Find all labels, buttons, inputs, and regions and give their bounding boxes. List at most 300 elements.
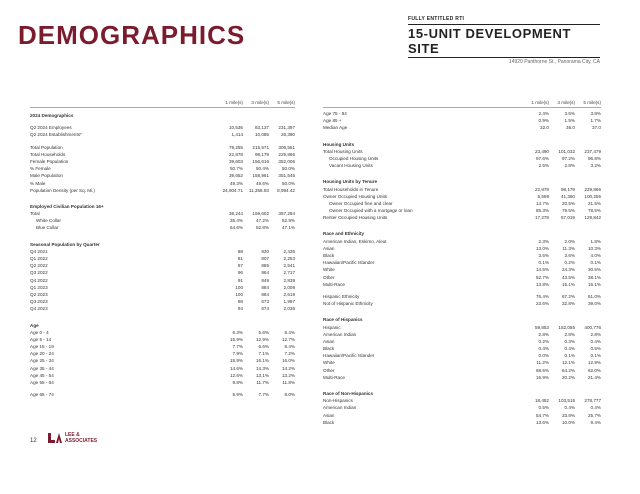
section-heading [323,316,601,323]
property-header [408,16,600,65]
table-row [30,224,295,231]
table-row [323,345,601,352]
table-row [323,397,601,404]
row-value: 12.9% [587,360,601,366]
row-value: 21.4% [587,374,601,380]
row-label: White [323,360,335,366]
table-row [323,259,601,266]
row-value: 2.8% [564,331,575,337]
table-row [323,374,601,381]
row-label: Q2 2022 [30,263,48,269]
table-row [323,110,601,117]
row-label: Q2 2023 [30,291,48,297]
row-value: 91 [237,277,243,283]
row-label: % Male [30,180,46,186]
row-value: 100 [235,291,243,297]
row-label: Population Density (per Sq. Mi.) [30,187,95,193]
table-row [323,200,601,207]
row-value: 6.3% [232,329,243,335]
row-label: Employed Civilian Population 16+ [30,203,104,209]
row-value: 11,358.93 [248,187,269,193]
row-value: 64.6% [229,225,243,231]
row-value: 2.4% [538,111,549,116]
table-row [323,300,601,307]
row-value: 18,452 [534,398,549,404]
section-heading [30,322,295,329]
section-heading [30,241,295,248]
table-row [323,117,601,124]
row-label: 2024 Demographics [30,113,74,118]
row-label: White [323,267,335,273]
row-value: 0.3% [564,338,575,344]
row-value: 278,777 [584,398,601,404]
row-label: Q2 2024 Establishments* [30,132,82,138]
row-value: 2.5% [538,163,549,169]
row-label: Q3 2022 [30,270,48,276]
table-row [30,305,295,312]
section-heading [323,390,601,397]
section-heading [323,230,601,237]
row-label: Non-Hispanics [323,398,353,404]
table-row [323,331,601,338]
row-value: 14.5% [535,267,549,273]
row-label: Race of Hispanics [323,317,363,323]
row-label: Black [323,419,335,425]
row-value: 98,179 [254,151,269,157]
row-value: 158,961 [252,173,269,179]
row-value: 2,839 [283,277,295,283]
row-label: Q4 2022 [30,277,48,283]
row-value: 0.0% [538,353,549,359]
row-value: 0.4% [590,338,601,344]
row-label: Age 55 - 64 [30,380,54,385]
table-row [323,193,601,200]
row-value: 87 [237,263,243,269]
row-label: Q4 2021 [30,248,48,254]
row-label: Age 65 - 74 [30,392,54,398]
row-label: Age 75 - 84 [323,111,347,116]
row-label: Owner Occupied free and clear [329,200,393,206]
row-value: 49.3% [229,180,243,186]
row-label: Total Housing Units [323,148,363,154]
row-value: 62.0% [587,367,601,373]
row-value: 2,009 [283,284,295,290]
table-row [30,379,295,386]
page-title: DEMOGRAPHICS [18,20,246,50]
table-body [323,110,601,426]
row-label: Age 45 - 54 [30,372,54,378]
row-value: 15.9% [229,336,243,342]
row-label: Age 35 - 44 [30,365,54,371]
row-value: 13.1% [255,372,269,378]
row-value: 24,904.71 [222,187,243,193]
row-value: 7.2% [284,351,295,357]
row-value: 64.2% [561,367,575,373]
row-label: American Indian [323,331,357,337]
table-row [323,274,601,281]
row-value: 13.6% [535,419,549,425]
row-value: 98 [237,299,243,305]
section-heading [30,112,295,119]
row-value: 83,137 [254,125,269,131]
row-value: 57,019 [560,215,575,221]
row-value: 3.2% [590,163,601,169]
table-row [30,165,295,172]
row-value: 2.3% [538,238,549,244]
section-heading [30,203,295,210]
row-label: Multi-Race [323,281,345,287]
row-value: 16.0% [281,358,295,364]
row-value: 47.2% [255,218,269,224]
row-label: Other [323,367,335,373]
section-heading [323,141,601,148]
column-header: 5 mile(s) [277,100,295,105]
row-value: 22,878 [228,151,243,157]
row-value: 50.7% [229,166,243,172]
row-label: Owner Occupied Housing Units [323,193,388,199]
row-label: Total [30,211,40,217]
row-value: 14.3% [255,365,269,371]
row-spacer [30,313,295,318]
row-value: 14.2% [281,365,295,371]
row-value: 0.5% [538,405,549,411]
row-value: 36.0 [566,125,575,131]
row-value: 7.9% [232,351,243,357]
row-value: 10,536 [228,125,243,131]
row-label: Median Age [323,125,348,131]
row-value: 5.6% [258,329,269,335]
row-value: 884 [261,284,269,290]
table-row [30,336,295,343]
row-value: 26,390 [280,132,295,138]
row-value: 85.3% [535,208,549,214]
section-heading [323,178,601,185]
row-value: 3.6% [564,253,575,258]
row-value: 5,598 [537,193,549,199]
row-value: 10.3% [587,245,601,251]
row-value: 30.5% [587,267,601,273]
logo-text-line1: LEE & [65,432,80,438]
row-spacer [323,381,601,386]
row-value: 2.8% [590,331,601,337]
row-label: Female Population [30,158,69,164]
row-spacer [323,169,601,174]
row-value: 16.9% [535,374,549,380]
row-value: 849 [261,277,269,283]
row-label: Hawaiian/Pacific Islander [323,353,375,359]
row-value: 0.5% [590,346,601,352]
row-label: Total Households in Tenure [323,186,379,192]
row-value: 884 [261,291,269,297]
table-row [30,350,295,357]
row-value: 4.0% [590,253,601,258]
row-label: Black [323,346,335,352]
table-row [30,172,295,179]
row-value: 8,994.42 [277,187,295,193]
row-value: 351,545 [278,173,295,179]
row-label: % Female [30,166,51,172]
table-row [323,214,601,221]
row-label: Hispanic Ethnicity [323,293,360,299]
row-value: 78.5% [587,208,601,214]
row-value: 352,006 [278,158,295,164]
table-row [323,245,601,252]
row-value: 2,036 [283,306,295,312]
row-value: 0.4% [564,405,575,411]
row-label: Race and Ethnicity [323,231,365,237]
column-header: 5 mile(s) [583,100,601,105]
row-label: Q4 2023 [30,306,48,312]
row-label: Q2 2024 Employees [30,125,72,131]
table-row [30,372,295,379]
row-label: Housing Units [323,141,355,147]
row-value: 357,284 [278,211,295,217]
row-value: 159,602 [252,211,269,217]
table-row [30,255,295,262]
column-header: 1 mile(s) [225,100,243,105]
row-value: 8.0% [284,392,295,398]
row-value: 13.0% [535,245,549,251]
row-value: 156,616 [252,158,269,164]
table-row [30,144,295,151]
row-value: 11.7% [256,380,269,385]
row-value: 96 [237,270,243,276]
row-value: 0.4% [538,346,549,352]
row-value: 1,414 [231,132,243,138]
row-value: 5.9% [232,392,243,398]
table-row [323,281,601,288]
table-row [323,338,601,345]
row-label: Q3 2023 [30,299,48,305]
row-label: Renter Occupied Housing Units [323,215,388,221]
table-row [30,269,295,276]
row-value: 33.8% [561,412,575,418]
row-label: Total Households [30,151,66,157]
table-row [323,404,601,411]
row-value: 0.1% [564,353,575,359]
row-value: 47.1% [281,225,295,231]
row-value: 229,866 [278,151,295,157]
row-value: 3.5% [538,253,549,258]
row-label: Age 5 - 14 [30,336,52,342]
row-value: 0.4% [564,346,575,352]
table-header [323,100,601,108]
row-label: Asian [323,338,335,344]
row-value: 6.4% [284,344,295,350]
table-row [323,352,601,359]
row-value: 1.8% [590,238,601,244]
table-row [30,262,295,269]
row-value: 400,776 [584,324,601,330]
row-value: 0.1% [590,353,601,359]
row-spacer [323,307,601,312]
row-value: 24.3% [561,267,575,273]
row-value: 673 [261,299,269,305]
row-label: Age 20 - 24 [30,351,54,357]
row-value: 237,479 [584,148,601,154]
row-value: 100,255 [584,193,601,199]
lee-logo-icon [48,433,62,443]
column-header: 1 mile(s) [531,100,549,105]
row-value: 1.7% [590,118,601,124]
row-value: 20.2% [561,374,575,380]
row-label: Age 25 - 34 [30,358,54,364]
row-label: Hawaiian/Pacific Islander [323,260,375,266]
row-spacer [323,132,601,137]
table-row [30,131,295,138]
row-value: 0.4% [590,405,601,411]
row-label: American Indian [323,405,357,411]
row-value: 0.1% [538,260,549,266]
row-value: 306,551 [278,144,295,150]
row-value: 100 [235,284,243,290]
table-header [30,100,295,108]
row-value: 1,997 [283,299,295,305]
table-row [323,186,601,193]
row-value: 215,571 [252,144,269,150]
page-number: 12 [30,438,37,444]
row-label: Occupied Housing Units [329,155,379,161]
row-value: 94 [237,306,243,312]
row-value: 229,866 [584,186,601,192]
table-row [30,357,295,364]
row-value: 3.8% [590,111,601,116]
row-value: 9.4% [590,419,601,425]
table-row [30,343,295,350]
row-value: 16.1% [255,358,269,364]
row-value: 12.6% [229,372,243,378]
row-value: 68.5% [535,367,549,373]
row-label: Age 0 - 4 [30,329,49,335]
row-value: 1.5% [564,118,575,124]
row-value: 930 [261,248,269,254]
row-value: 15.1% [561,281,575,287]
row-value: 98,179 [560,186,575,192]
row-value: 103,515 [558,398,575,404]
row-value: 25.7% [587,412,601,418]
table-row [323,419,601,426]
table-row [30,210,295,217]
row-value: 885 [261,263,269,269]
row-value: 59,853 [534,324,549,330]
row-value: 43.5% [561,274,575,280]
row-value: 6.6% [258,344,269,350]
row-value: 3.5% [564,111,575,116]
row-value: 79,255 [228,144,243,150]
row-label: Other [323,274,335,280]
row-label: Age 15 - 19 [30,344,54,350]
row-value: 5.4% [284,329,295,335]
right-demographics-table [323,100,601,426]
row-value: 0.2% [538,338,549,344]
row-value: 12.7% [281,336,295,342]
row-value: 17,278 [534,215,549,221]
row-value: 50.4% [255,166,269,172]
property-title: 15-UNIT DEVELOPMENT SITE [408,24,600,58]
row-label: Housing Units by Tenure [323,179,378,185]
row-value: 38,244 [228,211,243,217]
row-value: 61.0% [587,293,601,299]
row-value: 52.7% [535,274,549,280]
column-header: 3 mile(s) [557,100,575,105]
row-label: Not of Hispanic Ethnicity [323,301,373,307]
table-row [30,329,295,336]
row-label: Asian [323,245,335,251]
table-row [323,293,601,300]
row-value: 152,055 [558,324,575,330]
left-demographics-table [30,100,295,398]
row-value: 32.0 [540,125,549,131]
column-header: 3 mile(s) [251,100,269,105]
table-row [30,391,295,398]
table-row [30,151,295,158]
row-value: 0.9% [538,118,549,124]
table-body [30,112,295,398]
table-row [323,252,601,259]
row-value: 96.8% [587,155,601,161]
row-value: 12.9% [255,336,269,342]
table-row [323,155,601,162]
row-value: 2,253 [283,256,295,261]
row-value: 11.3% [562,245,575,251]
property-address: 14920 Panthorne St., Panorama City, CA [508,59,600,65]
row-value: 14.7% [535,200,549,206]
table-row [30,124,295,131]
table-row [323,324,601,331]
table-row [323,124,601,131]
row-value: 52.9% [281,218,295,224]
row-value: 52.8% [255,225,269,231]
row-value: 50.0% [281,166,295,172]
table-row [30,291,295,298]
row-value: 2.0% [564,238,575,244]
row-value: 10,085 [254,132,269,138]
row-value: 38.1% [587,274,601,280]
row-label: Race of Non-Hispanics [323,391,374,396]
row-value: 807 [261,256,269,261]
row-value: 41,360 [560,193,575,199]
row-label: Q1 2023 [30,284,48,290]
table-row [323,412,601,419]
row-label: Age 85 + [323,118,342,124]
row-value: 10.0% [561,419,575,425]
row-value: 231,397 [278,125,295,131]
row-value: 23,490 [534,148,549,154]
row-value: 11.8% [282,380,295,385]
row-label: Total Population [30,144,63,150]
row-label: Asian [323,412,335,418]
row-value: 13.2% [281,372,295,378]
row-value: 101,032 [558,148,575,154]
row-label: Multi-Race [323,374,345,380]
row-value: 50.0% [281,180,295,186]
row-label: Age [30,322,39,328]
row-value: 39,652 [228,173,243,179]
table-row [323,266,601,273]
row-value: 15.9% [229,358,243,364]
table-row [30,284,295,291]
row-value: 7.7% [258,392,269,398]
row-label: Hispanic [323,324,341,330]
row-value: 2,435 [283,248,295,254]
row-value: 20.5% [561,200,575,206]
row-spacer [30,194,295,199]
row-value: 23.6% [535,301,549,307]
row-value: 964 [261,270,269,276]
table-row [323,359,601,366]
row-value: 2,541 [283,263,295,269]
row-spacer [30,232,295,237]
